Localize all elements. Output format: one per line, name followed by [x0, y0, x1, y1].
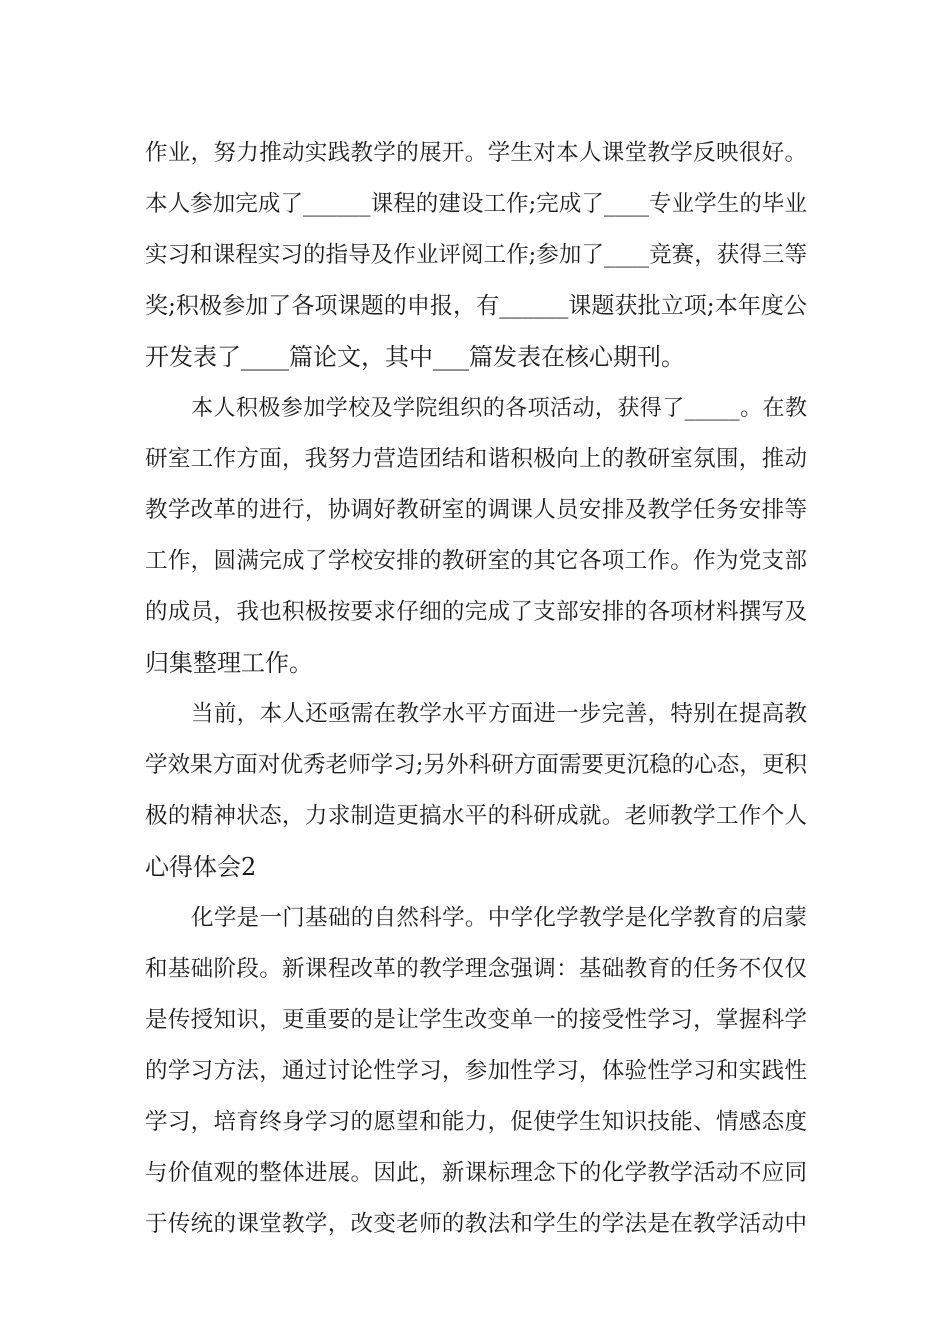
text-line: 实习和课程实习的指导及作业评阅工作;参加了____竞赛，获得三等: [145, 242, 807, 268]
paragraph-improvement: [145, 689, 807, 893]
text-line: 本人积极参加学校及学院组织的各项活动，获得了_____。在教: [191, 396, 807, 421]
text-line: 和基础阶段。新课程改革的教学理念强调：基础教育的任务不仅仅: [145, 956, 807, 982]
text-line: 学效果方面对优秀老师学习;另外科研方面需要更沉稳的心态，更积: [145, 752, 807, 778]
text-line: 教学改革的进行，协调好教研室的调课人员安排及教学任务安排等: [145, 497, 807, 523]
text-line: 于传统的课堂教学，改变老师的教法和学生的学法是在教学活动中: [145, 1211, 807, 1237]
text-line: 极的精神状态，力求制造更搞水平的科研成就。老师教学工作个人: [145, 803, 807, 829]
paragraph-teaching-achievements: [145, 128, 807, 383]
text-line: 奖;积极参加了各项课题的申报，有______课题获批立项;本年度公: [145, 293, 807, 319]
text-line: 化学是一门基础的自然科学。中学化学教学是化学教育的启蒙: [191, 905, 807, 931]
text-line: 学习，培育终身学习的愿望和能力，促使学生知识技能、情感态度: [145, 1109, 807, 1135]
text-line: 归集整理工作。: [145, 649, 313, 677]
text-line: 的成员，我也积极按要求仔细的完成了支部安排的各项材料撰写及: [145, 599, 807, 625]
text-line: 本人参加完成了______课程的建设工作;完成了____专业学生的毕业: [145, 191, 807, 217]
text-line: 作业，努力推动实践教学的展开。学生对本人课堂教学反映很好。: [145, 140, 807, 166]
text-line: 工作，圆满完成了学校安排的教研室的其它各项工作。作为党支部: [145, 548, 807, 574]
text-line: 是传授知识，更重要的是让学生改变单一的接受性学习，掌握科学: [145, 1007, 807, 1033]
paragraph-activities: [145, 383, 807, 689]
paragraph-chemistry: [145, 893, 807, 1250]
text-line: 的学习方法，通过讨论性学习，参加性学习，体验性学习和实践性: [145, 1058, 807, 1084]
text-line: 当前，本人还亟需在教学水平方面进一步完善，特别在提高教: [191, 701, 807, 727]
text-line: 与价值观的整体进展。因此，新课标理念下的化学教学活动不应同: [145, 1160, 807, 1186]
document-body: [145, 128, 807, 1250]
text-line: 开发表了____篇论文，其中___篇发表在核心期刊。: [145, 343, 685, 371]
text-line: 研室工作方面，我努力营造团结和谐积极向上的教研室氛围，推动: [145, 446, 807, 472]
text-line: 心得体会2: [145, 853, 257, 881]
